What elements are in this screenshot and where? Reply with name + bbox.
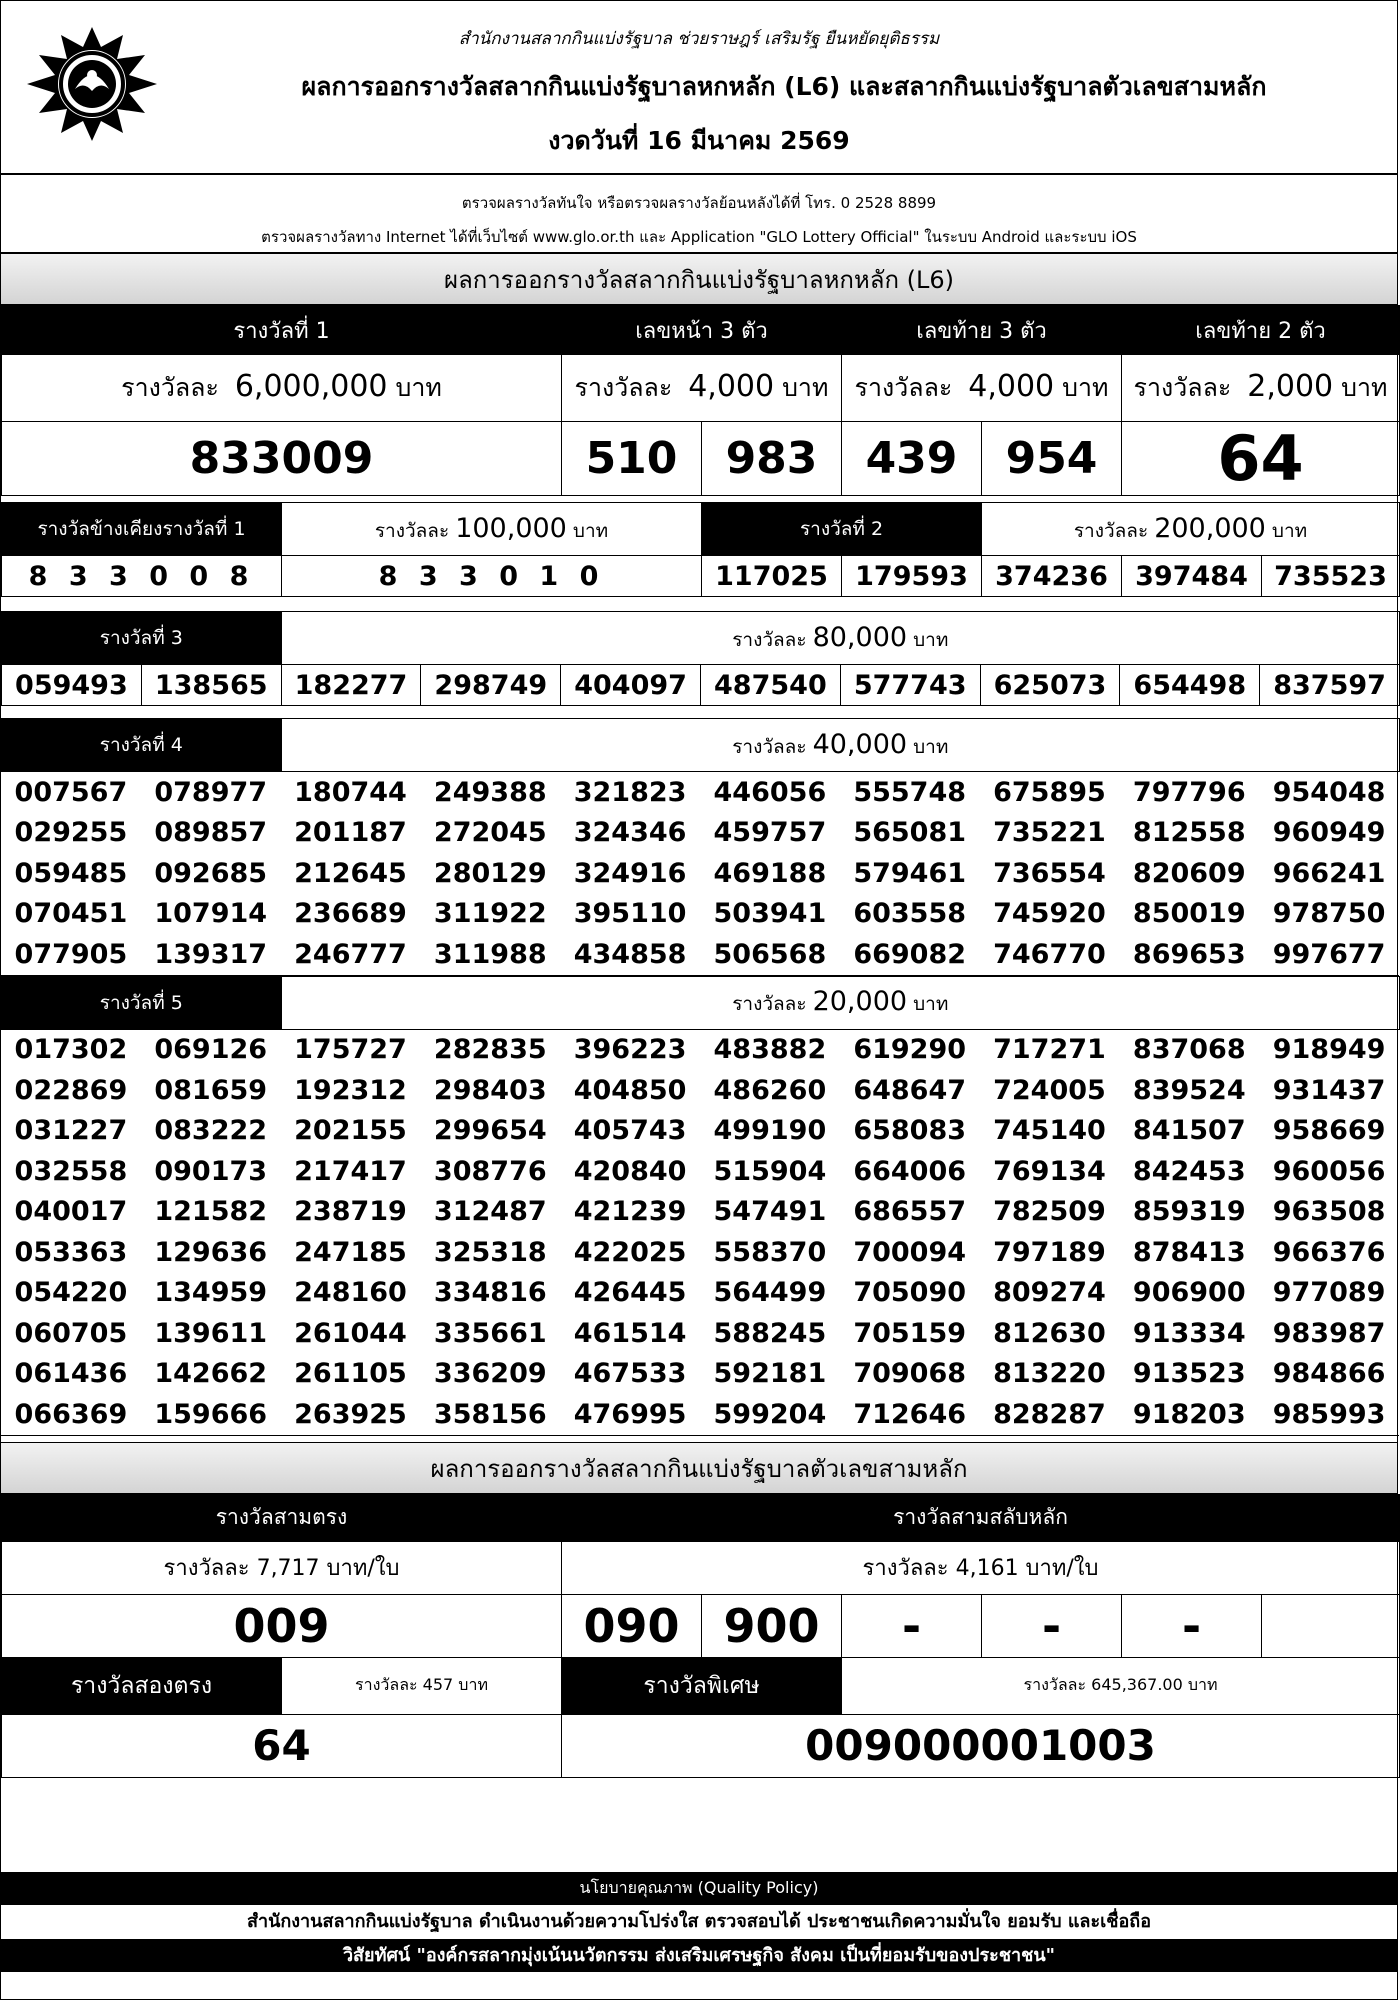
fifth-prize-label: รางวัลที่ 5 <box>2 976 282 1029</box>
fifth-prize-number: 308776 <box>433 1155 547 1187</box>
special-prize-amount: รางวัลละ 645,367.00 บาท <box>842 1657 1400 1714</box>
fourth-prize-number: 746770 <box>993 938 1106 970</box>
fourth-prize-number: 669082 <box>853 938 967 970</box>
fifth-prize-number: 248160 <box>294 1277 407 1309</box>
fifth-prize-number: 202155 <box>294 1115 407 1147</box>
shuffle3-number <box>1262 1594 1400 1657</box>
fifth-prize-number: 963508 <box>1272 1196 1386 1228</box>
fifth-prize-number: 334816 <box>433 1277 547 1309</box>
fifth-prize-number: 081659 <box>154 1074 268 1106</box>
fifth-prize-number: 054220 <box>14 1277 128 1309</box>
fifth-prize-number: 839524 <box>1132 1074 1246 1106</box>
third-prize-number: 577743 <box>840 665 980 706</box>
shuffle3-number: - <box>842 1594 982 1657</box>
adjacent-second-table <box>1 502 1400 597</box>
fifth-prize-number: 813220 <box>993 1358 1106 1390</box>
fifth-prize-number: 129636 <box>154 1236 268 1268</box>
fifth-prize-number: 966376 <box>1272 1236 1386 1268</box>
first-prize-label: รางวัลที่ 1 <box>2 306 562 355</box>
fourth-prize-grid <box>1 772 1399 976</box>
fifth-prize-number: 918949 <box>1272 1034 1386 1066</box>
fifth-prize-number: 139611 <box>154 1317 268 1349</box>
fifth-prize-number: 599204 <box>713 1398 827 1430</box>
fourth-prize-label: รางวัลที่ 4 <box>2 719 282 772</box>
fourth-prize-number: 395110 <box>573 898 687 930</box>
fourth-prize-number: 212645 <box>294 857 407 889</box>
fifth-prize-number: 426445 <box>573 1277 687 1309</box>
fourth-prize-number: 246777 <box>294 938 407 970</box>
fifth-prize-number: 061436 <box>14 1358 128 1390</box>
fifth-prize-number: 421239 <box>573 1196 687 1228</box>
third-prize-number: 487540 <box>700 665 840 706</box>
draw-date: งวดวันที่ 16 มีนาคม 2569 <box>548 126 850 155</box>
fourth-prize-number: 007567 <box>14 776 128 808</box>
fifth-prize-number: 558370 <box>713 1236 827 1268</box>
number-row <box>1 772 1399 813</box>
fourth-prize-number: 850019 <box>1132 898 1246 930</box>
third-prize-number: 404097 <box>561 665 701 706</box>
fourth-prize-number: 736554 <box>993 857 1106 889</box>
fifth-prize-number: 396223 <box>573 1034 687 1066</box>
fifth-prize-number: 913334 <box>1132 1317 1246 1349</box>
fifth-prize-number: 958669 <box>1272 1115 1386 1147</box>
fifth-prize-number: 906900 <box>1132 1277 1246 1309</box>
number-row <box>1 934 1399 975</box>
shuffle3-label: รางวัลสามสลับหลัก <box>562 1494 1400 1541</box>
third-prize-number: 654498 <box>1120 665 1260 706</box>
fifth-prize-number: 336209 <box>433 1358 547 1390</box>
fifth-prize-number: 841507 <box>1132 1115 1246 1147</box>
number-row <box>1 813 1399 854</box>
fourth-prize-number: 324346 <box>573 817 687 849</box>
fifth-prize-number: 985993 <box>1272 1398 1386 1430</box>
fourth-prize-amount: รางวัลละ 40,000 บาท <box>281 719 1399 772</box>
second-prize-number: 735523 <box>1262 556 1400 597</box>
fourth-prize-number: 311988 <box>433 938 547 970</box>
fourth-prize-number: 272045 <box>433 817 547 849</box>
back3-label: เลขท้าย 3 ตัว <box>842 306 1122 355</box>
fifth-prize-number: 022869 <box>14 1074 128 1106</box>
fifth-prize-number: 619290 <box>853 1034 967 1066</box>
shuffle3-amount: รางวัลละ 4,161 บาท/ใบ <box>562 1541 1400 1594</box>
fifth-prize-number: 192312 <box>294 1074 407 1106</box>
fourth-prize-number: 280129 <box>433 857 547 889</box>
second-prize-number: 397484 <box>1122 556 1262 597</box>
fifth-prize-number: 686557 <box>853 1196 967 1228</box>
main-prizes-table <box>1 305 1400 496</box>
fifth-prize-number: 918203 <box>1132 1398 1246 1430</box>
second-prize-number: 374236 <box>982 556 1122 597</box>
fourth-prize-number: 506568 <box>713 938 827 970</box>
fifth-prize-number: 769134 <box>993 1155 1106 1187</box>
adjacent-number: 8 3 3 0 0 8 <box>2 556 282 597</box>
straight3-label: รางวัลสามตรง <box>2 1494 562 1541</box>
l6-section-title: ผลการออกรางวัลสลากกินแบ่งรัฐบาลหกหลัก (L6) <box>1 253 1397 305</box>
fifth-prize-number: 420840 <box>573 1155 687 1187</box>
number-row <box>1 1030 1399 1071</box>
fourth-prize-number: 434858 <box>573 938 687 970</box>
back3-number: 439 <box>842 422 982 496</box>
front3-number: 510 <box>562 422 702 496</box>
fifth-prize-number: 031227 <box>14 1115 128 1147</box>
fifth-prize-number: 782509 <box>993 1196 1106 1228</box>
number-row <box>1 1111 1399 1152</box>
back3-number: 954 <box>982 422 1122 496</box>
shuffle3-number: 900 <box>702 1594 842 1657</box>
fifth-prize-number: 405743 <box>573 1115 687 1147</box>
check-info <box>1 175 1397 253</box>
straight3-amount: รางวัลละ 7,717 บาท/ใบ <box>2 1541 562 1594</box>
fifth-prize-number: 483882 <box>713 1034 827 1066</box>
number-row <box>1 853 1399 894</box>
fourth-prize-number: 954048 <box>1272 776 1386 808</box>
front3-amount: รางวัลละ 4,000 บาท <box>562 355 842 422</box>
fifth-prize-number: 592181 <box>713 1358 827 1390</box>
fifth-prize-number: 960056 <box>1272 1155 1386 1187</box>
third-prize-number: 182277 <box>281 665 421 706</box>
vision-text: วิสัยทัศน์ "องค์กรสลากมุ่งเน้นนวัตกรรม ส่งเสริมเศรษฐกิจ สังคม เป็นที่ยอมรับของประชาชน" <box>342 1944 1056 1966</box>
phone-info: ตรวจผลรางวัลทันใจ หรือตรวจผลรางวัลย้อนหลังได้ที่ โทร. 0 2528 8899 <box>461 194 937 212</box>
fifth-prize-number: 828287 <box>993 1398 1106 1430</box>
fourth-prize-number: 070451 <box>14 898 128 930</box>
fifth-prize-number: 664006 <box>853 1155 967 1187</box>
fifth-prize-number: 053363 <box>14 1236 128 1268</box>
office-slogan: สำนักงานสลากกินแบ่งรัฐบาล ช่วยราษฎร์ เสริมรัฐ ยืนหยัดยุติธรรม <box>458 29 940 49</box>
number-row <box>1 1354 1399 1395</box>
fifth-prize-number: 977089 <box>1272 1277 1386 1309</box>
fifth-prize-number: 404850 <box>573 1074 687 1106</box>
fifth-prize-number: 705090 <box>853 1277 967 1309</box>
fourth-prize-number: 603558 <box>853 898 967 930</box>
back3-amount: รางวัลละ 4,000 บาท <box>842 355 1122 422</box>
fourth-prize-number: 107914 <box>154 898 268 930</box>
fourth-prize-number: 321823 <box>573 776 687 808</box>
third-prize-label: รางวัลที่ 3 <box>2 612 282 665</box>
fourth-prize-number: 812558 <box>1132 817 1246 849</box>
first-prize-amount: รางวัลละ 6,000,000 บาท <box>2 355 562 422</box>
fourth-prize-number: 555748 <box>853 776 967 808</box>
fifth-prize-number: 812630 <box>993 1317 1106 1349</box>
fifth-prize-number: 547491 <box>713 1196 827 1228</box>
second-prize-amount: รางวัลละ 200,000 บาท <box>982 503 1400 556</box>
fourth-prize-number: 675895 <box>993 776 1106 808</box>
fifth-prize-number: 837068 <box>1132 1034 1246 1066</box>
fifth-prize-number: 335661 <box>433 1317 547 1349</box>
fourth-prize-number: 797796 <box>1132 776 1246 808</box>
fourth-prize-number: 960949 <box>1272 817 1386 849</box>
third-prize-amount: รางวัลละ 80,000 บาท <box>281 612 1399 665</box>
fifth-prize-number: 878413 <box>1132 1236 1246 1268</box>
third-prize-number: 837597 <box>1260 665 1400 706</box>
fifth-prize-number: 017302 <box>14 1034 128 1066</box>
fifth-prize-number: 159666 <box>154 1398 268 1430</box>
special-prize-number: 009000001003 <box>562 1714 1400 1777</box>
fifth-prize-number: 588245 <box>713 1317 827 1349</box>
third-prize-number: 298749 <box>421 665 561 706</box>
fifth-prize-number: 658083 <box>853 1115 967 1147</box>
fifth-prize-number: 515904 <box>713 1155 827 1187</box>
fourth-prize-number: 077905 <box>14 938 128 970</box>
number-row <box>1 1313 1399 1354</box>
fifth-prize-number: 134959 <box>154 1277 268 1309</box>
page-title: ผลการออกรางวัลสลากกินแบ่งรัฐบาลหกหลัก (L6) และสลากกินแบ่งรัฐบาลตัวเลขสามหลัก <box>301 72 1267 101</box>
number-row <box>1 1394 1399 1435</box>
fifth-prize-number: 069126 <box>154 1034 268 1066</box>
shuffle3-number: - <box>982 1594 1122 1657</box>
fifth-prize-number: 217417 <box>294 1155 407 1187</box>
fourth-prize-number: 997677 <box>1272 938 1386 970</box>
number-row <box>1 1232 1399 1273</box>
fifth-prize-number: 700094 <box>853 1236 967 1268</box>
fifth-prize-number: 142662 <box>154 1358 268 1390</box>
adjacent-amount: รางวัลละ 100,000 บาท <box>282 503 702 556</box>
fourth-prize-number: 078977 <box>154 776 268 808</box>
fifth-prize-number: 842453 <box>1132 1155 1246 1187</box>
fourth-prize-number: 236689 <box>294 898 407 930</box>
fifth-prize-number: 325318 <box>433 1236 547 1268</box>
fifth-prize-number: 913523 <box>1132 1358 1246 1390</box>
back2-amount: รางวัลละ 2,000 บาท <box>1122 355 1400 422</box>
fourth-prize-number: 324916 <box>573 857 687 889</box>
fifth-prize-number: 931437 <box>1272 1074 1386 1106</box>
quality-policy-text: สำนักงานสลากกินแบ่งรัฐบาล ดำเนินงานด้วยความโปร่งใส ตรวจสอบได้ ประชาชนเกิดความมั่นใจ ยอมรับ และเชื่อถือ <box>1 1904 1397 1940</box>
fourth-prize-number: 059485 <box>14 857 128 889</box>
fourth-prize-number: 092685 <box>154 857 268 889</box>
first-prize-number: 833009 <box>2 422 562 496</box>
second-prize-number: 117025 <box>702 556 842 597</box>
number-row <box>1 1151 1399 1192</box>
internet-info: ตรวจผลรางวัลทาง Internet ได้ที่เว็บไซต์ www.glo.or.th และ Application "GLO Lottery Official" ในระบบ Android และระบบ iOS <box>261 228 1137 246</box>
fifth-prize-number: 499190 <box>713 1115 827 1147</box>
third-prize-number: 625073 <box>980 665 1120 706</box>
three-digit-table <box>1 1494 1400 1778</box>
fifth-prize-number: 261105 <box>294 1358 407 1390</box>
back2-label: เลขท้าย 2 ตัว <box>1122 306 1400 355</box>
fourth-prize-number: 089857 <box>154 817 268 849</box>
fourth-prize-number: 249388 <box>433 776 547 808</box>
third-prize-table <box>1 611 1400 706</box>
fifth-prize-number: 859319 <box>1132 1196 1246 1228</box>
fourth-prize-number: 966241 <box>1272 857 1386 889</box>
fourth-prize-header <box>1 718 1400 772</box>
fifth-prize-number: 467533 <box>573 1358 687 1390</box>
fifth-prize-number: 712646 <box>853 1398 967 1430</box>
fifth-prize-number: 121582 <box>154 1196 268 1228</box>
fifth-prize-number: 358156 <box>433 1398 547 1430</box>
adjacent-label: รางวัลข้างเคียงรางวัลที่ 1 <box>2 503 282 556</box>
fifth-prize-number: 486260 <box>713 1074 827 1106</box>
fourth-prize-number: 735221 <box>993 817 1106 849</box>
quality-policy-title: นโยบายคุณภาพ (Quality Policy) <box>579 1877 819 1897</box>
fourth-prize-number: 579461 <box>853 857 967 889</box>
shuffle3-number: - <box>1122 1594 1262 1657</box>
fifth-prize-number: 083222 <box>154 1115 268 1147</box>
fourth-prize-number: 029255 <box>14 817 128 849</box>
special-prize-label: รางวัลพิเศษ <box>562 1657 842 1714</box>
fifth-prize-number: 066369 <box>14 1398 128 1430</box>
number-row <box>1 894 1399 935</box>
fifth-prize-number: 247185 <box>294 1236 407 1268</box>
fourth-prize-number: 745920 <box>993 898 1106 930</box>
straight2-amount: รางวัลละ 457 บาท <box>282 1657 562 1714</box>
fifth-prize-number: 648647 <box>853 1074 967 1106</box>
straight3-number: 009 <box>2 1594 562 1657</box>
fifth-prize-number: 312487 <box>433 1196 547 1228</box>
three-digit-section-title: ผลการออกรางวัลสลากกินแบ่งรัฐบาลตัวเลขสามหลัก <box>1 1442 1397 1494</box>
fourth-prize-number: 180744 <box>294 776 407 808</box>
fifth-prize-number: 461514 <box>573 1317 687 1349</box>
fifth-prize-number: 717271 <box>993 1034 1106 1066</box>
back2-number: 64 <box>1122 422 1400 496</box>
fifth-prize-number: 298403 <box>433 1074 547 1106</box>
fourth-prize-number: 469188 <box>713 857 827 889</box>
fifth-prize-amount: รางวัลละ 20,000 บาท <box>281 976 1399 1029</box>
fourth-prize-number: 565081 <box>853 817 967 849</box>
fifth-prize-grid <box>1 1030 1399 1436</box>
fourth-prize-number: 503941 <box>713 898 827 930</box>
fifth-prize-number: 032558 <box>14 1155 128 1187</box>
fourth-prize-number: 446056 <box>713 776 827 808</box>
number-row <box>1 1070 1399 1111</box>
fourth-prize-number: 311922 <box>433 898 547 930</box>
fourth-prize-number: 820609 <box>1132 857 1246 889</box>
fifth-prize-number: 263925 <box>294 1398 407 1430</box>
fourth-prize-number: 139317 <box>154 938 268 970</box>
fourth-prize-number: 869653 <box>1132 938 1246 970</box>
fifth-prize-header <box>1 976 1400 1030</box>
number-row <box>1 1273 1399 1314</box>
third-prize-number: 138565 <box>141 665 281 706</box>
fifth-prize-number: 709068 <box>853 1358 967 1390</box>
shuffle3-number: 090 <box>562 1594 702 1657</box>
fifth-prize-number: 060705 <box>14 1317 128 1349</box>
fourth-prize-number: 201187 <box>294 817 407 849</box>
fifth-prize-number: 476995 <box>573 1398 687 1430</box>
adjacent-number: 8 3 3 0 1 0 <box>282 556 702 597</box>
straight2-number: 64 <box>2 1714 562 1777</box>
fourth-prize-number: 978750 <box>1272 898 1386 930</box>
straight2-label: รางวัลสองตรง <box>2 1657 282 1714</box>
fifth-prize-number: 564499 <box>713 1277 827 1309</box>
front3-label: เลขหน้า 3 ตัว <box>562 306 842 355</box>
fifth-prize-number: 299654 <box>433 1115 547 1147</box>
fourth-prize-number: 459757 <box>713 817 827 849</box>
header <box>1 1 1397 175</box>
fifth-prize-number: 705159 <box>853 1317 967 1349</box>
fifth-prize-number: 984866 <box>1272 1358 1386 1390</box>
fifth-prize-number: 040017 <box>14 1196 128 1228</box>
fifth-prize-number: 282835 <box>433 1034 547 1066</box>
fifth-prize-number: 175727 <box>294 1034 407 1066</box>
fifth-prize-number: 090173 <box>154 1155 268 1187</box>
fifth-prize-number: 238719 <box>294 1196 407 1228</box>
second-prize-label: รางวัลที่ 2 <box>702 503 982 556</box>
front3-number: 983 <box>702 422 842 496</box>
fifth-prize-number: 809274 <box>993 1277 1106 1309</box>
fifth-prize-number: 797189 <box>993 1236 1106 1268</box>
fifth-prize-number: 983987 <box>1272 1317 1386 1349</box>
third-prize-number: 059493 <box>2 665 142 706</box>
number-row <box>1 1192 1399 1233</box>
second-prize-number: 179593 <box>842 556 982 597</box>
fifth-prize-number: 261044 <box>294 1317 407 1349</box>
footer <box>1 1872 1397 1972</box>
fifth-prize-number: 422025 <box>573 1236 687 1268</box>
fifth-prize-number: 724005 <box>993 1074 1106 1106</box>
fifth-prize-number: 745140 <box>993 1115 1106 1147</box>
